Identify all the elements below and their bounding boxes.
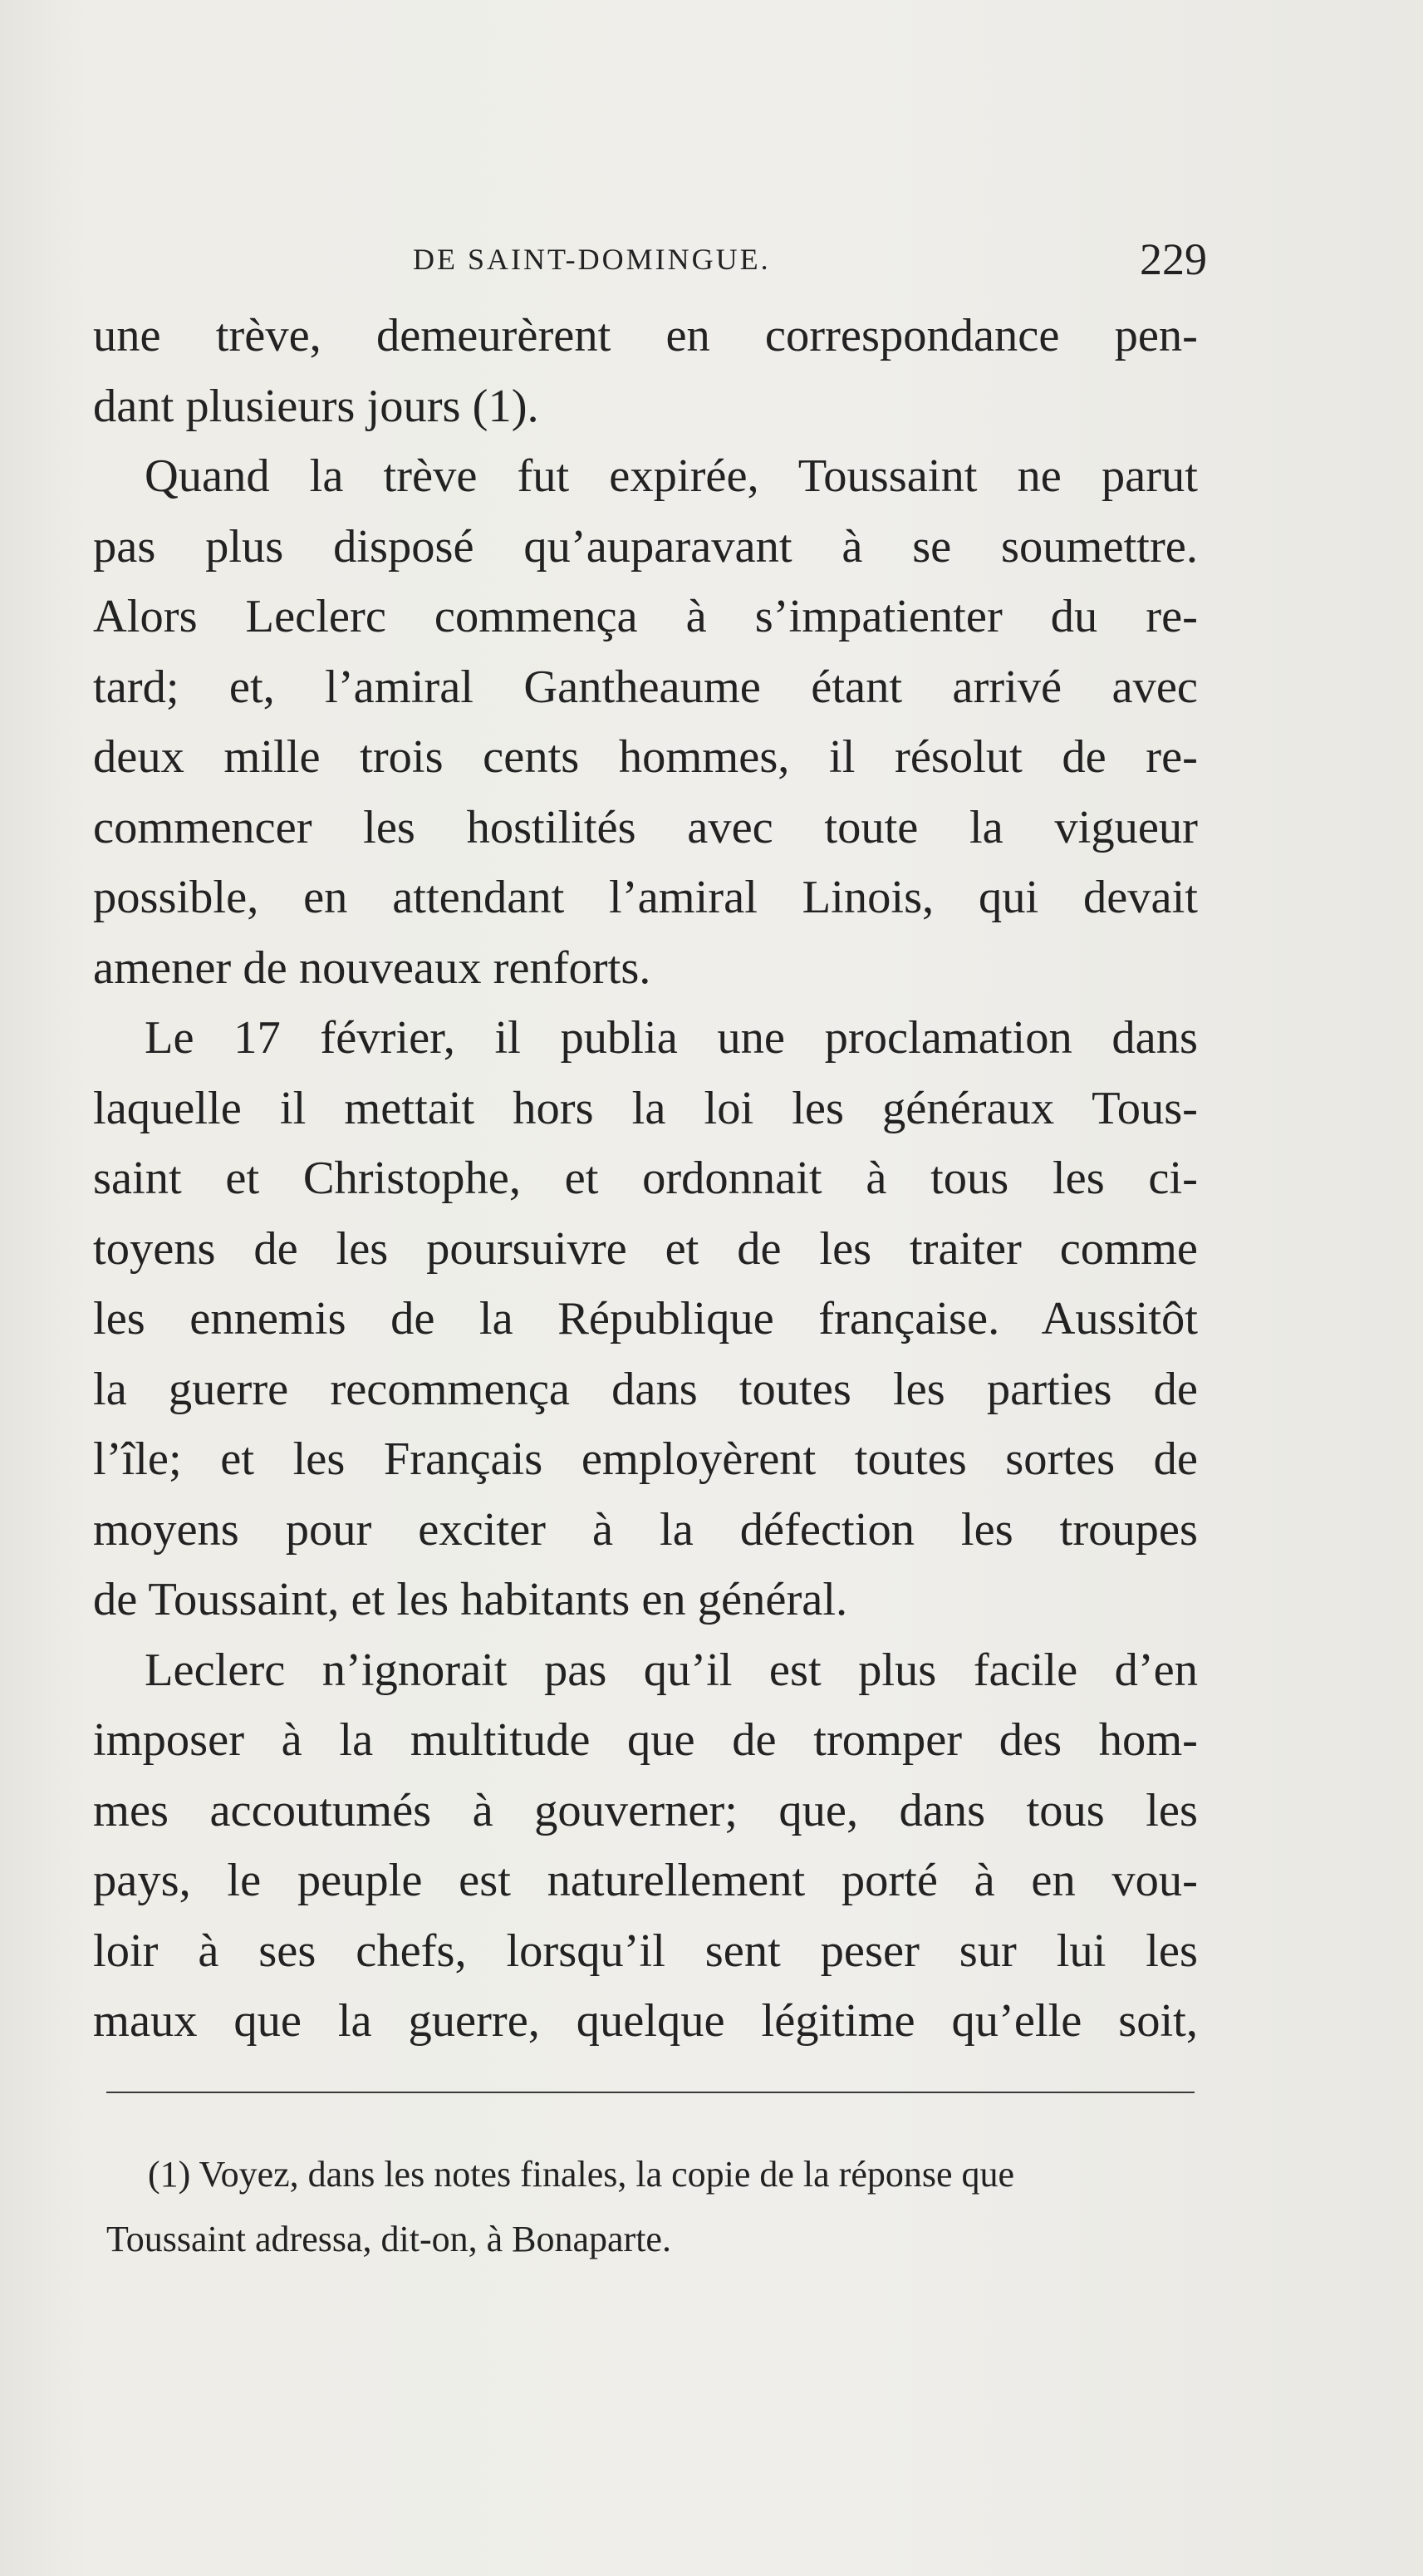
- text-line: les ennemis de la République française. Aussitôt: [93, 1293, 1198, 1345]
- text-line: laquelle il mettait hors la loi les généraux Tous-: [93, 1082, 1198, 1134]
- text-line: deux mille trois cents hommes, il résolut de re-: [93, 731, 1198, 783]
- text-line: l’île; et les Français employèrent toutes sortes de: [93, 1433, 1198, 1485]
- text-line: pays, le peuple est naturellement porté à en vou-: [93, 1855, 1198, 1906]
- paragraph-first-line: Quand la trève fut expirée, Toussaint ne parut: [145, 450, 1198, 502]
- text-line: toyens de les poursuivre et de les traiter comme: [93, 1222, 1198, 1275]
- text-line: dant plusieurs jours (1).: [93, 380, 539, 432]
- paragraph-first-line: Le 17 février, il publia une proclamation dans: [145, 1012, 1198, 1064]
- body-text: [93, 301, 1198, 2057]
- text-line: pas plus disposé qu’auparavant à se soumettre.: [93, 520, 1198, 573]
- footnote-divider: [106, 2092, 1195, 2093]
- text-line: une trève, demeurèrent en correspondance pen-: [93, 310, 1198, 361]
- text-line: amener de nouveaux renforts.: [93, 941, 651, 994]
- text-line: loir à ses chefs, lorsqu’il sent peser sur lui les: [93, 1925, 1198, 1977]
- page-header: [93, 234, 1207, 284]
- footnote: [106, 2142, 1195, 2272]
- text-line: maux que la guerre, quelque légitime qu’elle soit,: [93, 1995, 1198, 2047]
- text-line: commencer les hostilités avec toute la vigueur: [93, 801, 1198, 853]
- text-line: moyens pour exciter à la défection les troupes: [93, 1503, 1198, 1556]
- paragraph-first-line: Leclerc n’ignorait pas qu’il est plus facile d’en: [145, 1644, 1198, 1696]
- text-line: Alors Leclerc commença à s’impatienter du re-: [93, 591, 1198, 642]
- text-line: possible, en attendant l’amiral Linois, qui devait: [93, 872, 1198, 923]
- text-line: imposer à la multitude que de tromper des hom-: [93, 1714, 1198, 1766]
- footnote-line: (1) Voyez, dans les notes finales, la copie de la réponse que: [148, 2154, 1015, 2195]
- text-line: tard; et, l’amiral Gantheaume étant arrivé avec: [93, 661, 1198, 713]
- running-title: DE SAINT-DOMINGUE.: [413, 243, 771, 276]
- text-line: de Toussaint, et les habitants en général.: [93, 1574, 848, 1625]
- footnote-line: Toussaint adressa, dit-on, à Bonaparte.: [106, 2219, 671, 2259]
- text-line: la guerre recommença dans toutes les parties de: [93, 1363, 1198, 1415]
- page-number: 229: [1140, 234, 1207, 284]
- text-line: saint et Christophe, et ordonnait à tous les ci-: [93, 1153, 1198, 1204]
- text-line: mes accoutumés à gouverner; que, dans tous les: [93, 1784, 1198, 1836]
